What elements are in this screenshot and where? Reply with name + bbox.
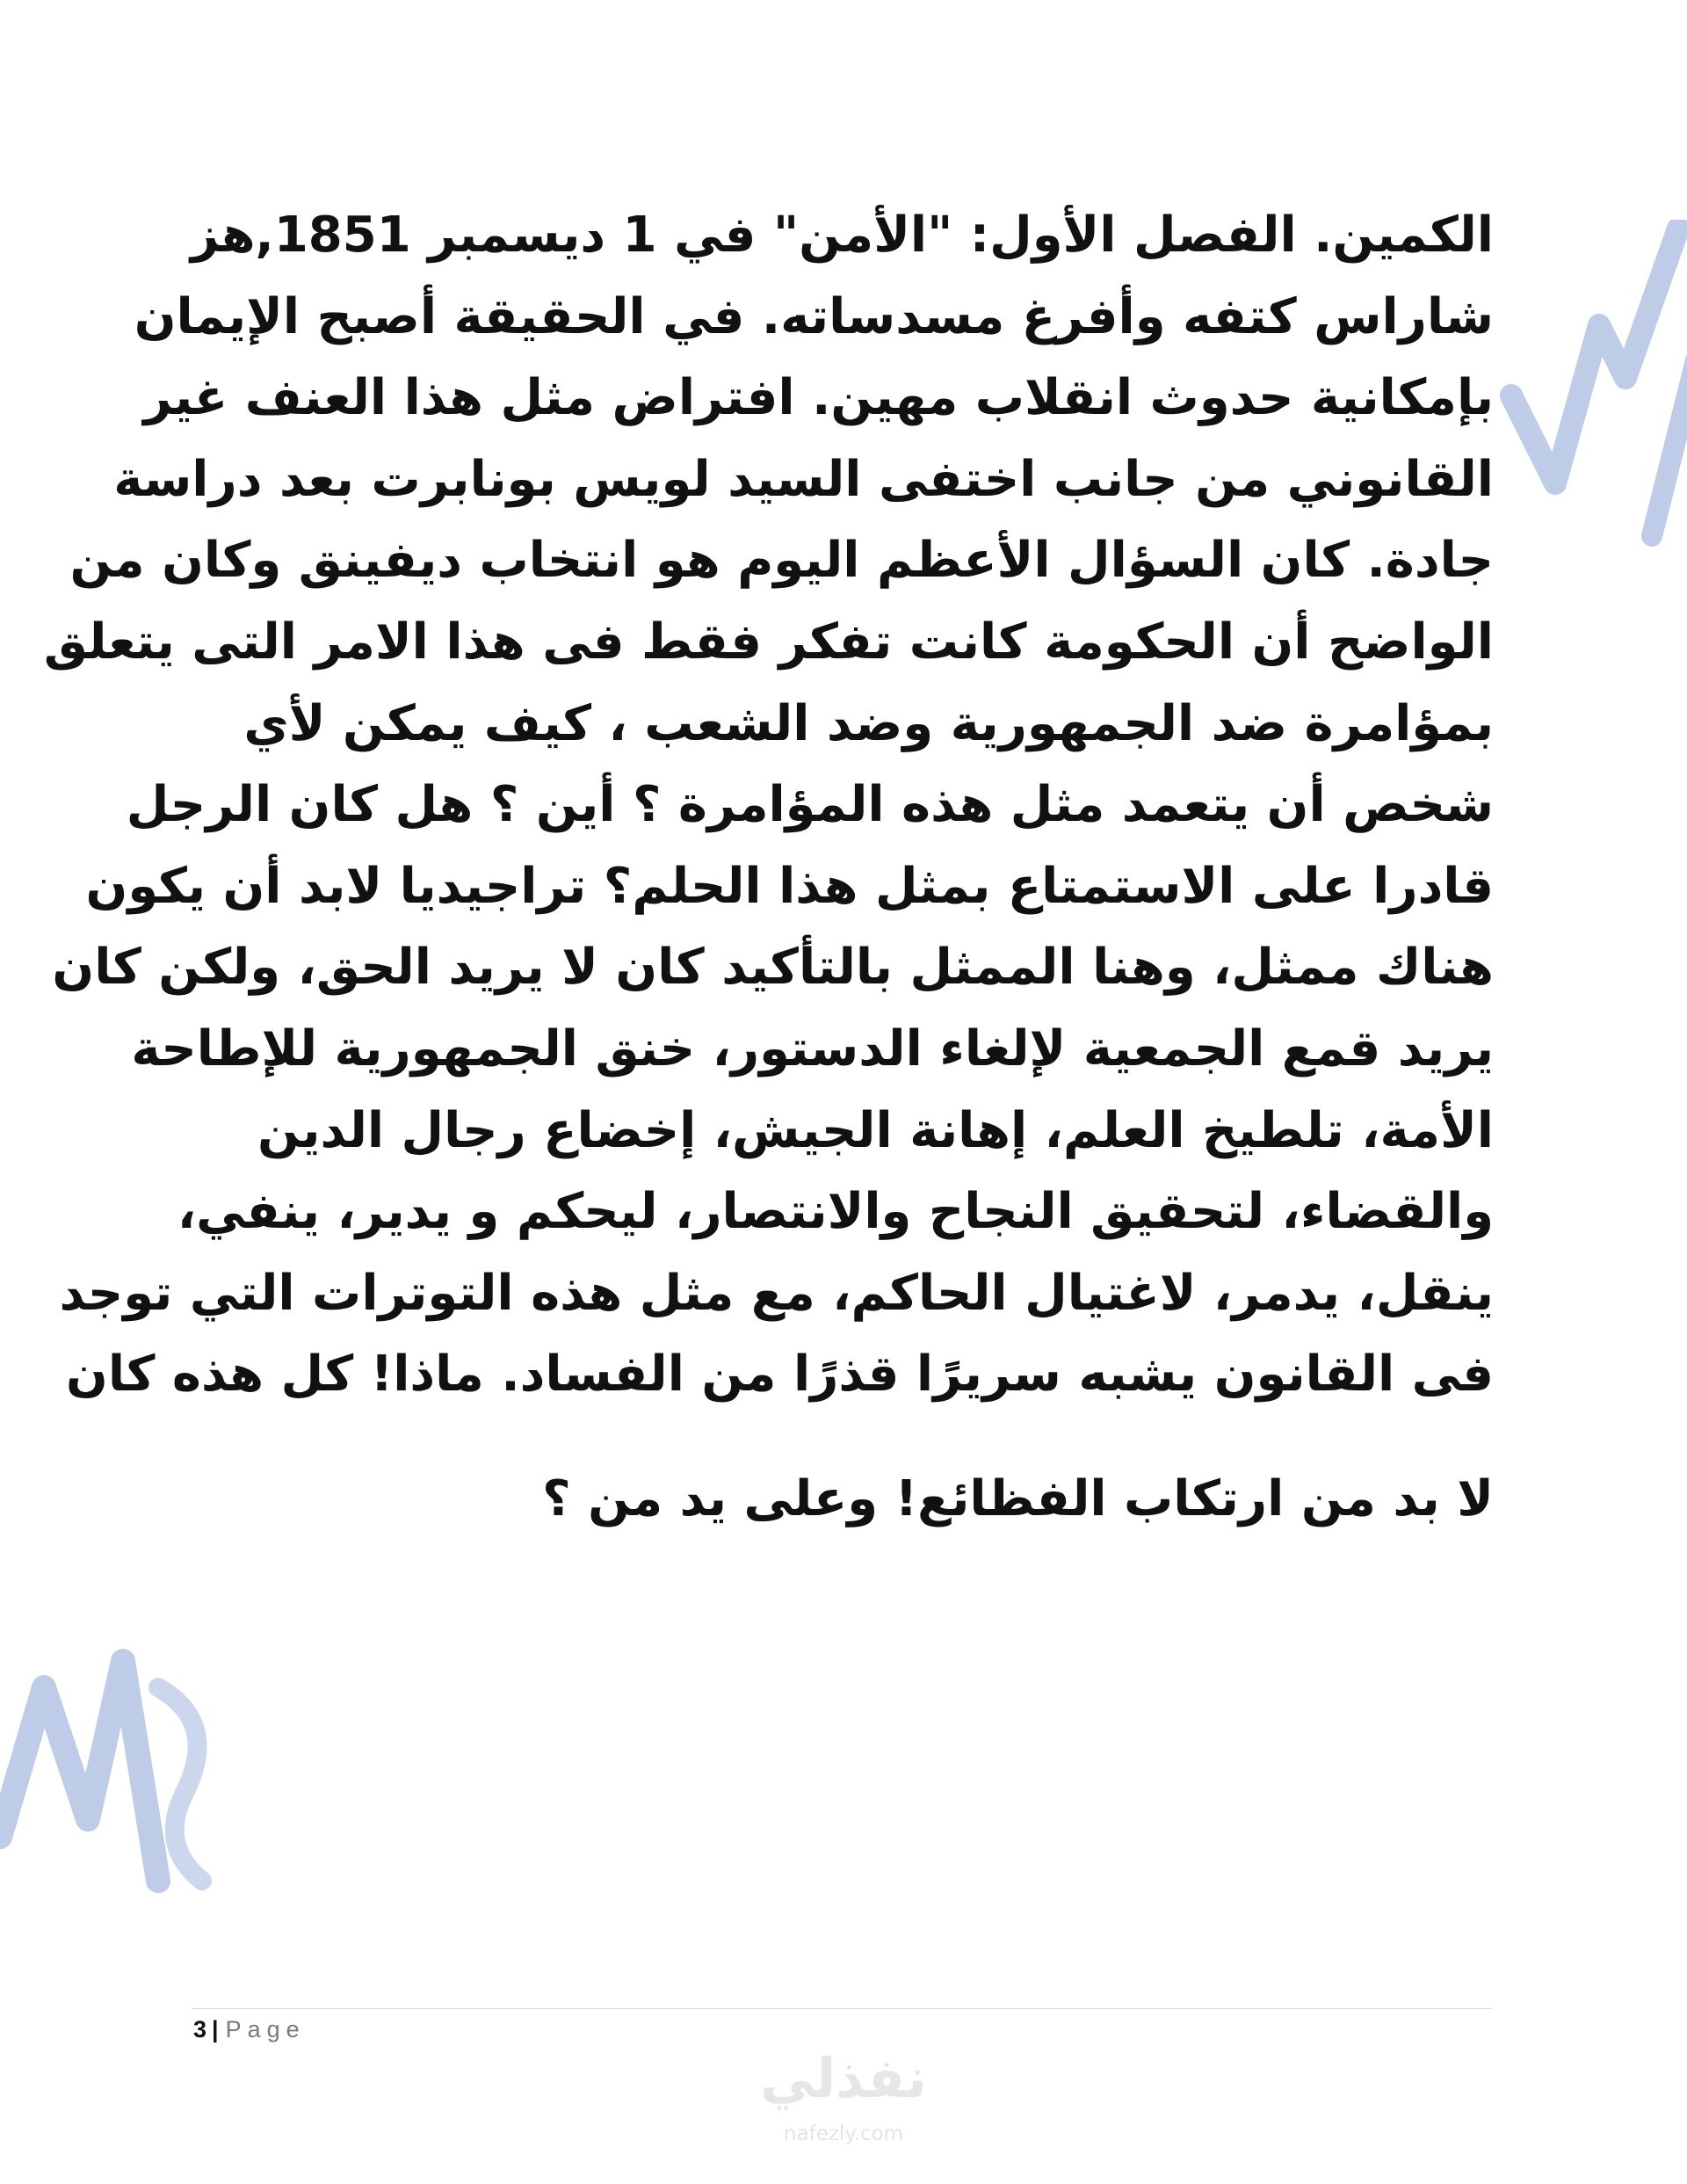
brand-logo: نفذلي	[760, 2046, 927, 2110]
paragraph-line: فى القانون يشبه سريرًا قذرًا من الفساد. ماذا! كل هذه كان	[66, 1346, 1494, 1404]
footer-divider	[192, 2008, 1492, 2009]
paragraph-line: بمؤامرة ضد الجمهورية وضد الشعب ، كيف يمكن لأي	[243, 694, 1494, 752]
paragraph-line: شاراس كتفه وأفرغ مسدساته. في الحقيقة أصبح الإيمان	[134, 287, 1494, 345]
paragraph-line: ينقل، يدمر، لاغتيال الحاكم، مع مثل هذه التوترات التي توجد	[59, 1264, 1494, 1322]
paragraph-line: يريد قمع الجمعية لإلغاء الدستور، خنق الجمهورية للإطاحة	[131, 1019, 1494, 1077]
paragraph-line: بإمكانية حدوث انقلاب مهين. افتراض مثل هذا العنف غير	[143, 369, 1494, 427]
paragraph-line: قادرا على الاستمتاع بمثل هذا الحلم؟ تراجيديا لابد أن يكون	[85, 857, 1494, 915]
closing-line: لا بد من ارتكاب الفظائع! وعلى يد من ؟	[542, 1470, 1494, 1527]
page-number: 3	[193, 2016, 207, 2043]
paragraph-line: شخص أن يتعمد مثل هذه المؤامرة ؟ أين ؟ هل كان الرجل	[126, 776, 1494, 834]
paragraph-line: والقضاء، لتحقيق النجاح والانتصار، ليحكم و يدير، ينفي،	[177, 1183, 1494, 1241]
footer-separator: |	[212, 2016, 219, 2043]
paragraph-line: القانوني من جانب اختفى السيد لويس بونابرت بعد دراسة	[113, 450, 1494, 508]
brand-site: nafezly.com	[783, 2122, 904, 2145]
page-label: Page	[225, 2016, 306, 2043]
body-paragraph	[43, 195, 1494, 1416]
page-footer	[193, 2016, 306, 2043]
paragraph-line: هناك ممثل، وهنا الممثل بالتأكيد كان لا يريد الحق، ولكن كان	[52, 939, 1494, 997]
brand-watermark	[756, 2043, 931, 2175]
paragraph-line: الأمة، تلطيخ العلم، إهانة الجيش، إخضاع رجال الدين	[257, 1101, 1494, 1159]
paragraph-line: الكمين. الفصل الأول: "الأمن" في 1 ديسمبر 1851,هز	[190, 207, 1494, 264]
watermark-bottom-left	[0, 1617, 220, 1916]
paragraph-line: جادة. كان السؤال الأعظم اليوم هو انتخاب ديفينق وكان من	[69, 532, 1494, 590]
watermark-top	[1476, 220, 1687, 554]
paragraph-line: الواضح أن الحكومة كانت تفكر فقط فى هذا الامر التى يتعلق	[43, 613, 1494, 671]
